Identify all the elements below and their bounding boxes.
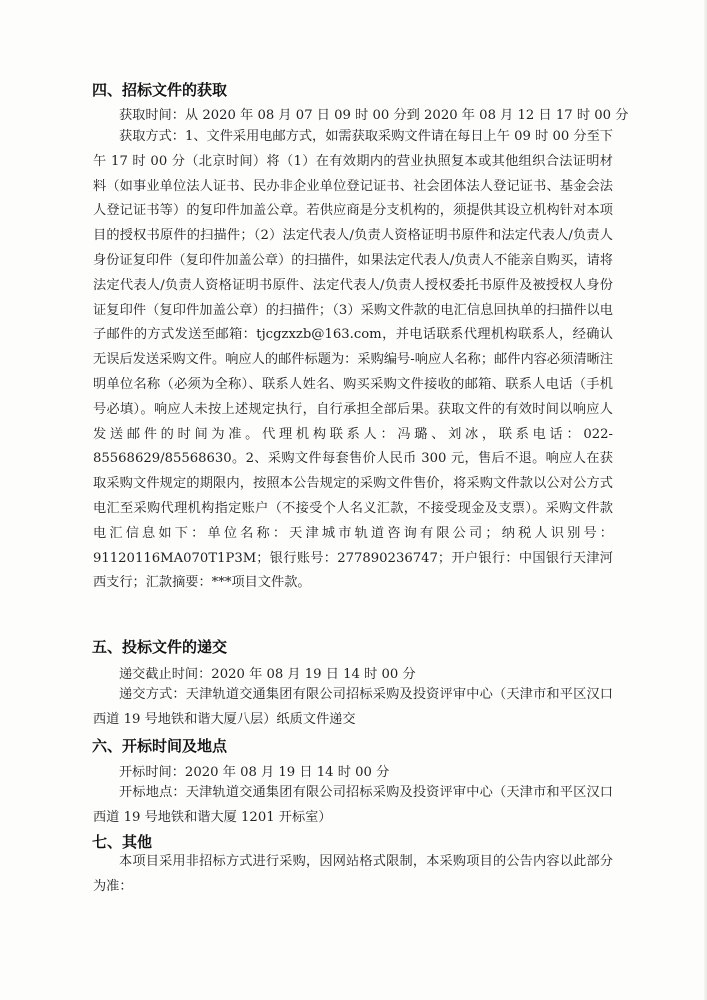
acquisition-time: 获取时间：从 2020 年 08 月 07 日 09 时 00 分到 2020 年 08 月 12 日 17 时 00 分: [119, 108, 629, 123]
submission-method-paragraph: 递交方式：天津轨道交通集团有限公司招标采购及投资评审中心（天津市和平区汉口西道 19 号地铁和谐大厦八层）纸质文件递交: [93, 687, 613, 727]
section-heading-opening: 六、开标时间及地点: [92, 737, 228, 755]
acquisition-method-paragraph: 获取方式：1、文件采用电邮方式，如需获取采购文件请在每日上午 09 时 00 分至下午 17 时 00 分（北京时间）将（1）在有效期内的营业执照复本或其他组织合法证明材料（如事业单位法人证书、民办非企业单位登记证书、社会团体法人登记证书、基金会法人登记证书等）的复印件加盖公章。若供应商是分支机构的，须提供其设立机构针对本项目的授权书原件的扫描件；（2）法定代表人/负责人资格证明书原件和法定代表人/负责人身份证复印件（复印件加盖公章）的扫描件，如果法定代表人/负责人不能亲自购买，请将法定代表人/负责人资格证明书原件、法定代表人/负责人授权委托书原件及被授权人身份证复印件（复印件加盖公章）的扫描件；（3）采购文件款的电汇信息回执单的扫描件以电子邮件的方式发送至邮箱：tjcgzxzb@163.com，并电话联系代理机构联系人，经确认无误后发送采购文件。响应人的邮件标题为：采购编号-响应人名称；邮件内容必须清晰注明单位名称（必须为全称）、联系人姓名、购买采购文件接收的邮箱、联系人电话（手机号必填）。响应人未按上述规定执行，自行承担全部后果。获取文件的有效时间以响应人发送邮件的时间为准。代理机构联系人：冯璐、刘冰，联系电话：022-85568629/85568630。2、采购文件每套售价人民币 300 元，售后不退。响应人在获取采购文件规定的期限内，按照本公告规定的采购文件售价，将采购文件款以公对公方式电汇至采购代理机构指定账户（不接受个人名义汇款，不接受现金及支票）。采购文件款电汇信息如下：单位名称：天津城市轨道咨询有限公司；纳税人识别号：91120116MA070T1P3M；银行账号：277890236747；开户银行：中国银行天津河西支行；汇款摘要：***项目文件款。: [93, 129, 613, 591]
opening-time: 开标时间：2020 年 08 月 19 日 14 时 00 分: [119, 765, 390, 780]
opening-place-paragraph: 开标地点：天津轨道交通集团有限公司招标采购及投资评审中心（天津市和平区汉口西道 19 号地铁和谐大厦 1201 开标室）: [93, 785, 613, 825]
section-heading-submission: 五、投标文件的递交: [92, 638, 228, 656]
section-heading-acquisition: 四、招标文件的获取: [92, 81, 228, 99]
submission-deadline: 递交截止时间：2020 年 08 月 19 日 14 时 00 分: [119, 667, 416, 682]
section-heading-other: 七、其他: [92, 833, 153, 851]
other-note-paragraph: 本项目采用非招标方式进行采购，因网站格式限制，本采购项目的公告内容以此部分为准：: [93, 854, 613, 894]
